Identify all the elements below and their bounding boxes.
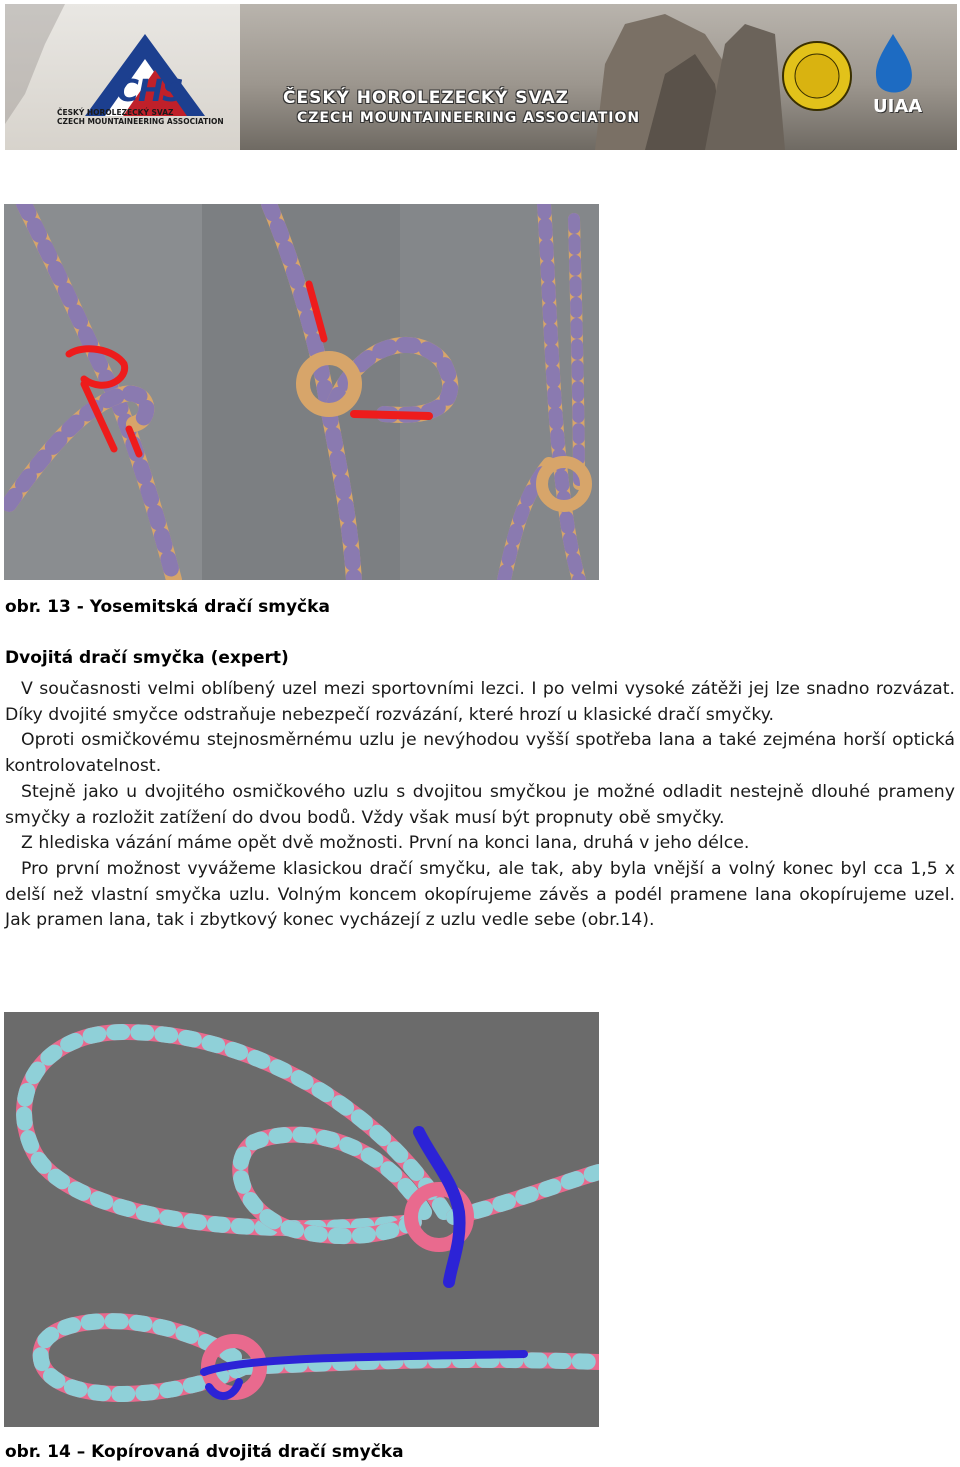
chs-logo-text: CHS	[117, 74, 183, 109]
banner-title	[283, 88, 640, 126]
banner-title-cz: ČESKÝ HOROLEZECKÝ SVAZ	[283, 88, 569, 108]
figure-14-photo	[4, 1012, 599, 1427]
figure-14-caption: obr. 14 – Kopírovaná dvojitá dračí smyčka	[5, 1442, 404, 1462]
chs-logo-subtitle-en: CZECH MOUNTAINEERING ASSOCIATION	[57, 117, 224, 126]
paragraph: V současnosti velmi oblíbený uzel mezi sportovními lezci. I po velmi vysoké zátěži jej lze snadno rozvázat. Díky dvojité smyčce odstraňuje nebezpečí rozvázání, které hrozí u klasické dračí smyčky.	[5, 679, 955, 725]
banner-title-en: CZECH MOUNTAINEERING ASSOCIATION	[297, 110, 641, 126]
figure-13-photo	[4, 204, 599, 580]
section-heading: Dvojitá dračí smyčka (expert)	[5, 648, 289, 668]
knot-photos-13	[4, 204, 599, 580]
header-banner	[5, 4, 957, 150]
paragraph: Z hlediska vázání máme opět dvě možnosti. První na konci lana, druhá v jeho délce.	[21, 833, 750, 854]
knot-photo-14	[4, 1012, 599, 1427]
paragraph: Oproti osmičkovému stejnosměrnému uzlu je nevýhodou vyšší spotřeba lana a také zejména horší optická kontrolovatelnost.	[5, 730, 955, 777]
uiaa-logo-text: UIAA	[873, 96, 923, 117]
paragraph: Pro první možnost vyvážeme klasickou dračí smyčku, ale tak, aby byla vnější a volný konec byl cca 1,5 x delší než vlastní smyčka uzlu. Volným koncem okopírujeme závěs a podél pramene lana okopírujeme uzel. Jak pramen lana, tak i zbytkový konec vycházejí z uzlu vedle sebe (obr.14).	[5, 858, 955, 931]
section-body	[5, 677, 955, 934]
figure-13-caption: obr. 13 - Yosemitská dračí smyčka	[5, 597, 330, 617]
paragraph: Stejně jako u dvojitého osmičkového uzlu s dvojitou smyčkou je možné odladit nestejně dlouhé prameny smyčky a rozložit zatížení do dvou bodů. Vždy však musí být propnuty obě smyčky.	[5, 781, 955, 828]
chs-logo-subtitle-cz: ČESKÝ HOROLEZECKÝ SVAZ	[57, 108, 174, 117]
chs-logo-subtitle	[57, 108, 227, 126]
